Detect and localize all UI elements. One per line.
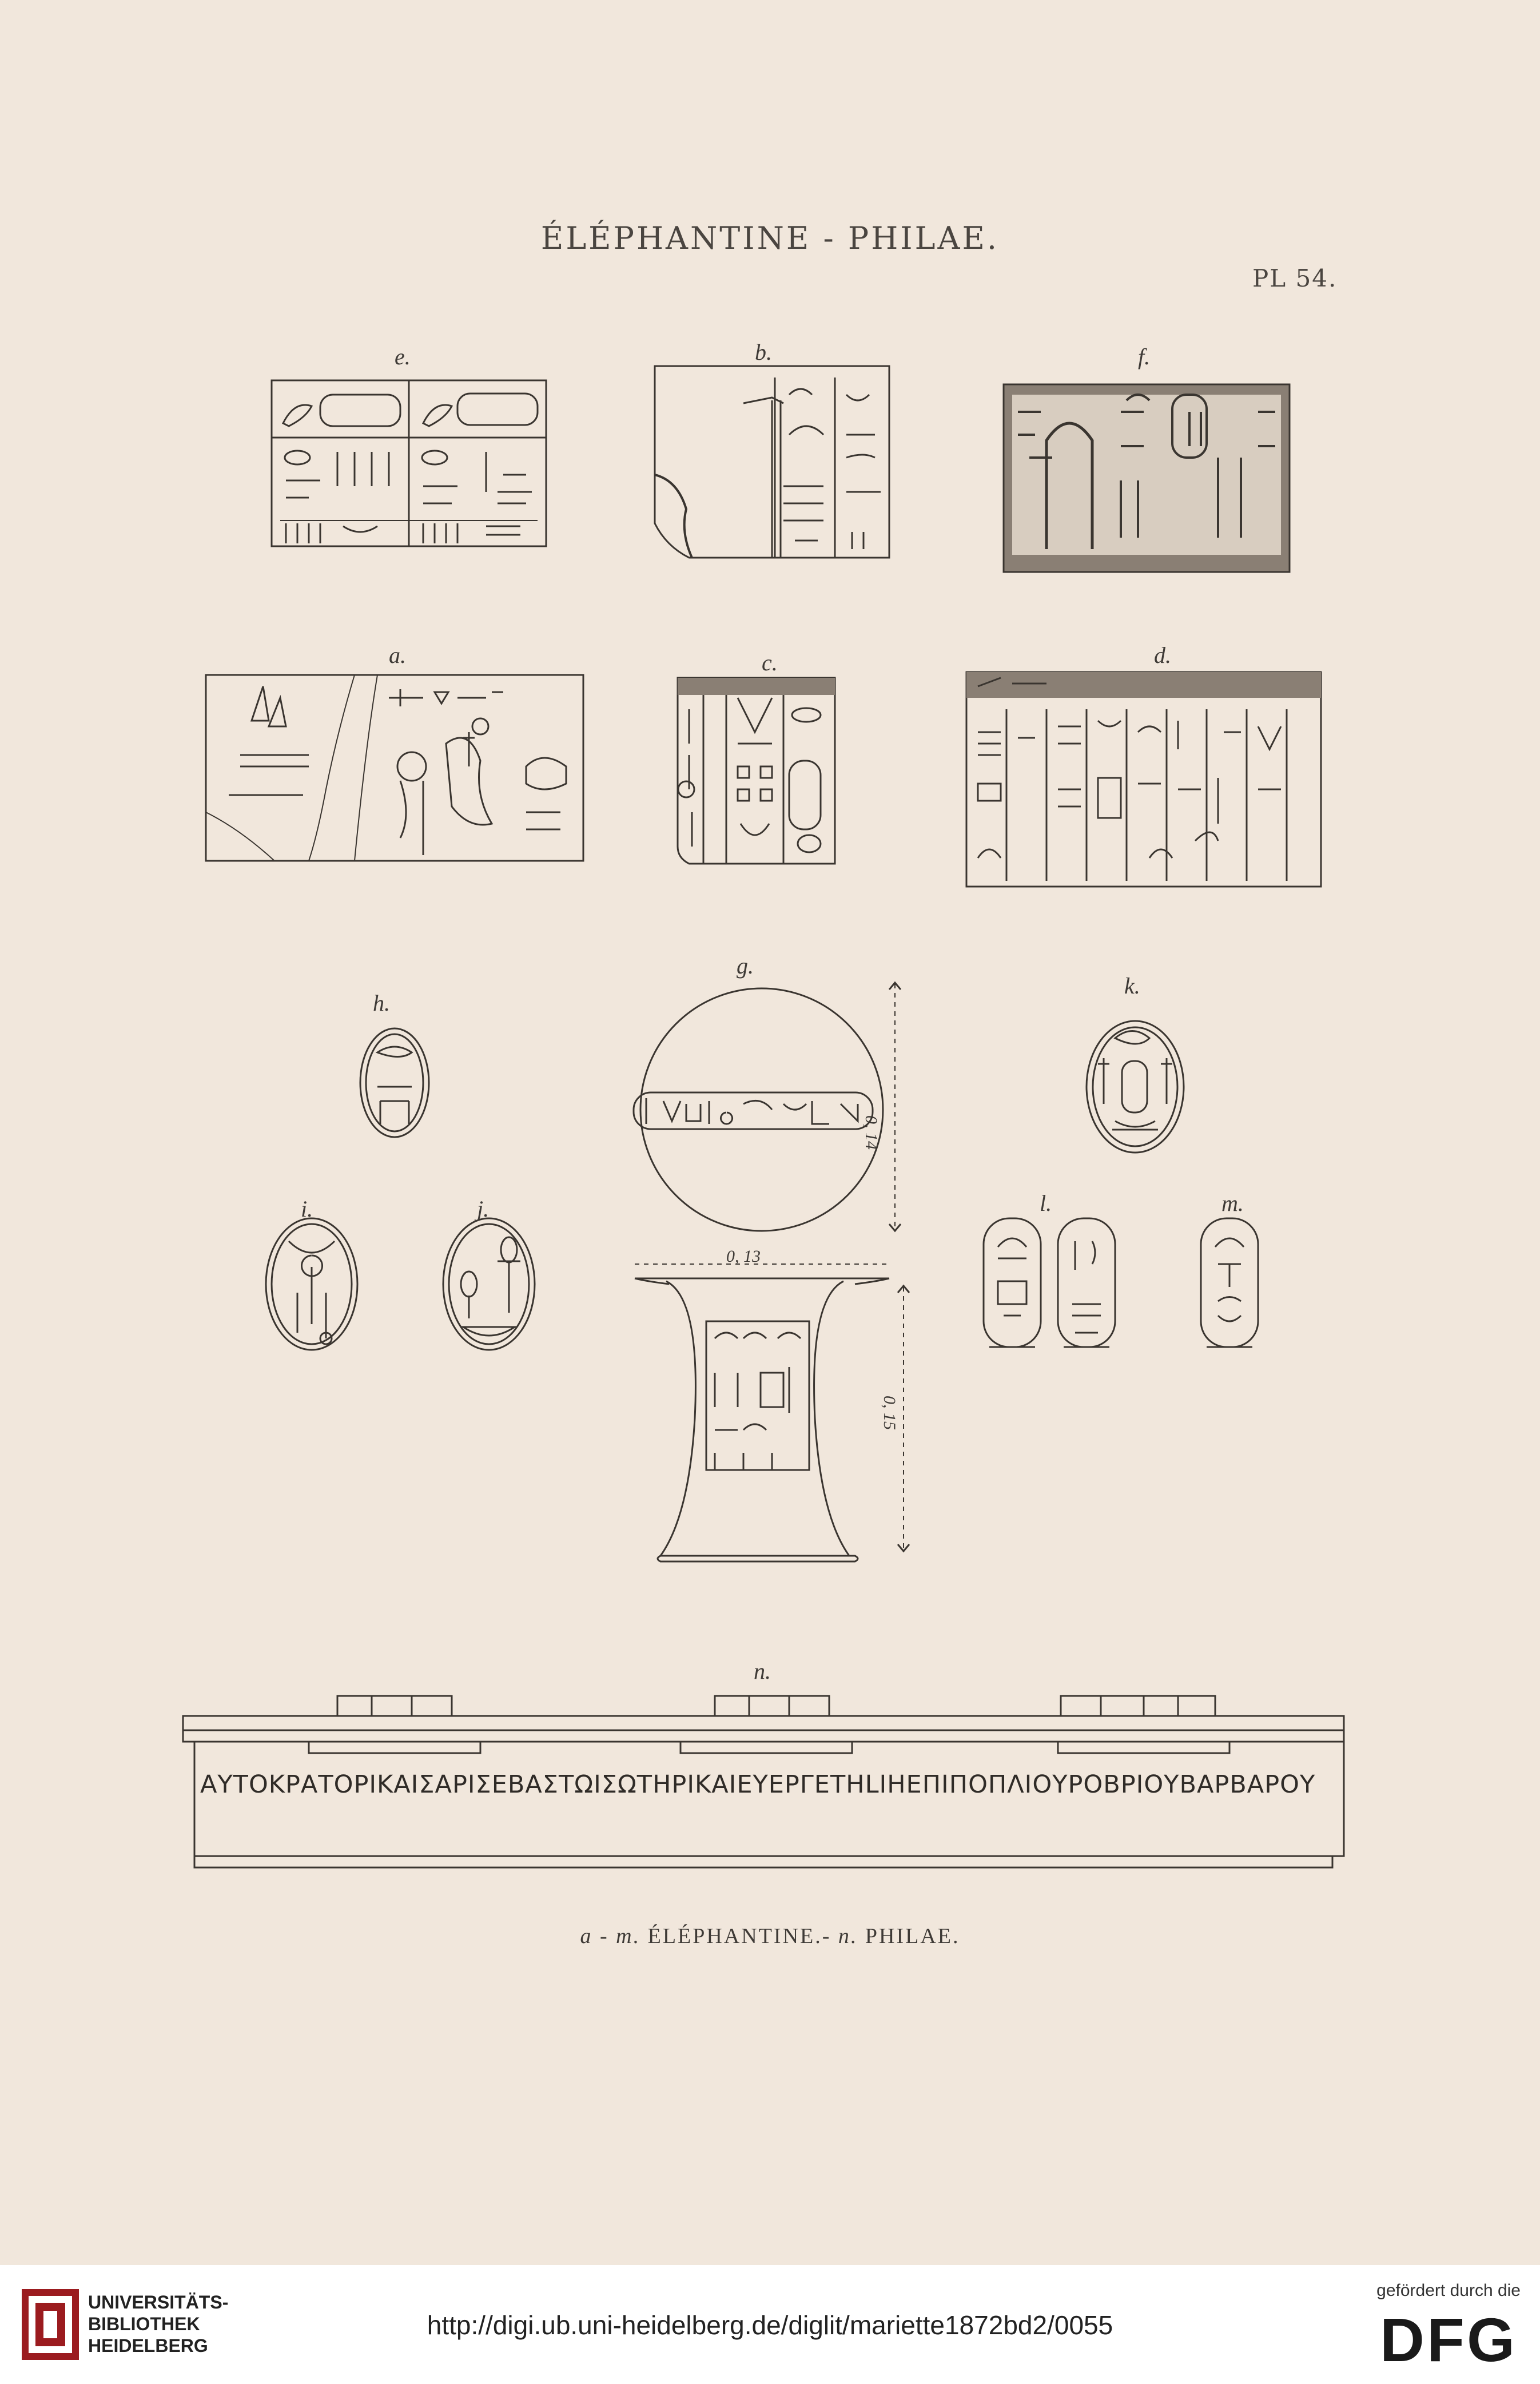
dimension-vase-height: 0, 15 xyxy=(880,1396,899,1430)
fragment-a-drawing xyxy=(206,675,583,861)
plate-number: PL 54. xyxy=(1252,264,1338,292)
figure-label-n: n. xyxy=(754,1658,771,1684)
fragment-e-drawing xyxy=(272,380,546,546)
disk-g-drawing xyxy=(634,983,901,1231)
plate-title: ÉLÉPHANTINE - PHILAE. xyxy=(540,220,1000,256)
figure-label-d: d. xyxy=(1154,642,1171,668)
inscription-greek: ΑΥΤΟΚΡΑΤΟΡΙΚΑΙΣΑΡΙΣΕΒΑΣΤΩΙΣΩΤΗΡΙΚΑΙΕΥΕΡΓΕΤΗLΙΗΕΠΙΠΟΠΛΙΟΥΡΟΒΡΙΟΥΒΑΡΒΑΡΟΥ xyxy=(200,1770,1316,1799)
fragment-d-drawing xyxy=(966,672,1321,887)
figure-label-a: a. xyxy=(389,642,406,668)
fragment-b-drawing xyxy=(655,366,889,558)
plate-caption xyxy=(0,1924,1540,1949)
cartouches-l-drawing xyxy=(984,1218,1115,1347)
caption-elephantine: ÉLÉPHANTINE.- xyxy=(647,1924,831,1948)
figure-label-h: h. xyxy=(373,990,390,1016)
scarab-j-drawing xyxy=(443,1218,535,1350)
dimension-vase-width: 0, 13 xyxy=(726,1247,761,1266)
sponsor-caption: gefördert durch die xyxy=(1376,2281,1521,2300)
vase-drawing xyxy=(635,1264,909,1561)
figure-label-f: f. xyxy=(1138,344,1151,369)
dimension-g-height: 0, 14 xyxy=(862,1115,881,1150)
figure-label-g: g. xyxy=(737,953,754,979)
caption-range-a-m: a - m. xyxy=(580,1924,641,1948)
dfg-logo[interactable]: DFG xyxy=(1380,2305,1517,2374)
fragment-c-drawing xyxy=(678,678,835,864)
figure-label-k: k. xyxy=(1124,973,1140,999)
caption-philae: PHILAE. xyxy=(865,1924,960,1948)
permalink-url[interactable]: http://digi.ub.uni-heidelberg.de/diglit/mariette1872bd2/0055 xyxy=(427,2310,1113,2340)
figure-label-i: i. xyxy=(301,1196,313,1222)
viewer-footer xyxy=(0,2265,1540,2384)
scarab-h-drawing xyxy=(360,1028,429,1137)
caption-n: n. xyxy=(838,1924,858,1948)
fragment-f-drawing xyxy=(1004,384,1290,572)
cartouche-m-drawing xyxy=(1201,1218,1258,1347)
figure-label-c: c. xyxy=(762,650,778,676)
figure-label-b: b. xyxy=(755,339,772,365)
scarab-k-drawing xyxy=(1087,1021,1184,1153)
figure-label-j: j. xyxy=(477,1196,490,1222)
figure-label-e: e. xyxy=(395,344,411,369)
scarab-i-drawing xyxy=(266,1218,357,1350)
figure-label-l: l. xyxy=(1040,1190,1052,1216)
university-name[interactable]: UNIVERSITÄTS- BIBLIOTHEK HEIDELBERG xyxy=(88,2292,229,2356)
figure-label-m: m. xyxy=(1221,1190,1244,1216)
